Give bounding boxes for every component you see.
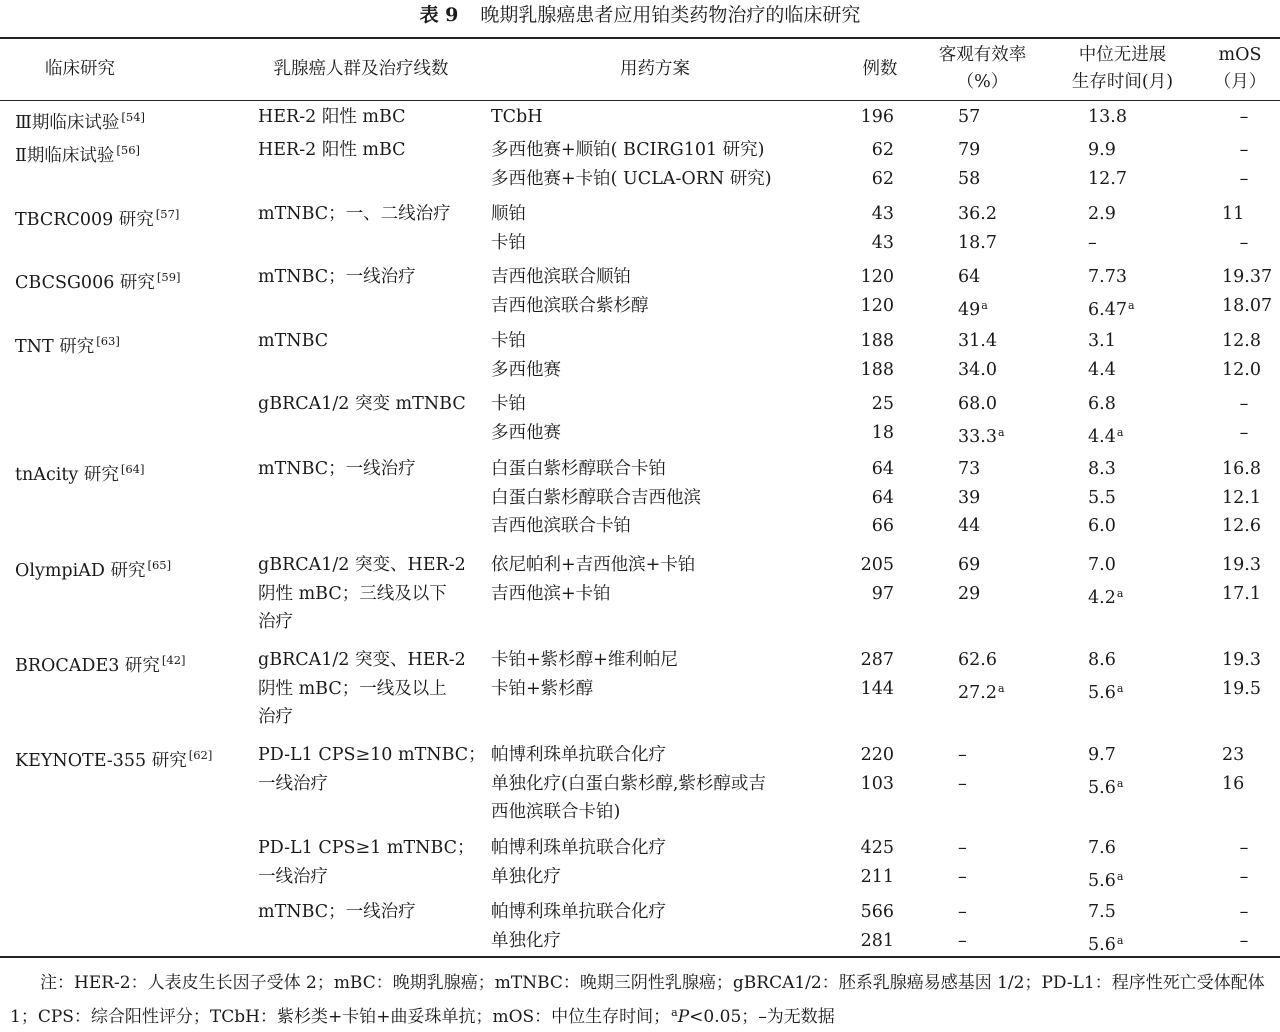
header-population: 乳腺癌人群及治疗线数 (273, 58, 449, 79)
mos-value: 23 16 (1222, 745, 1245, 794)
header-orr: 客观有效率 （%） (938, 45, 1027, 92)
study-name: Ⅱ期临床试验 [56] (15, 143, 141, 166)
regimen: 卡铂 多西他赛 (491, 394, 561, 443)
pfs-value: 7.5 5.6$^a$ (1088, 902, 1124, 955)
population: mTNBC；一、二线治疗 (258, 204, 451, 224)
population: mTNBC；一线治疗 (258, 267, 416, 287)
pfs-value: 7.73 6.47$^a$ (1088, 267, 1135, 320)
regimen: 吉西他滨联合顺铂 吉西他滨联合紫杉醇 (491, 267, 649, 316)
pfs-value: 7.6 5.6$^a$ (1088, 838, 1124, 891)
pfs-value: 9.9 12.7 (1088, 140, 1127, 189)
sample-size: 287 144 (860, 650, 894, 699)
population: HER-2 阳性 mBC (258, 107, 406, 127)
regimen: 白蛋白紫杉醇联合卡铂 白蛋白紫杉醇联合吉西他滨 吉西他滨联合卡铂 (491, 459, 701, 536)
orr-value: 69 29 (958, 555, 981, 604)
orr-value: 73 39 44 (958, 459, 981, 536)
mos-value: 11 – (1222, 204, 1249, 253)
orr-value: – – (958, 745, 967, 794)
sample-size: 188 188 (860, 331, 894, 380)
pfs-value: 8.3 5.5 6.0 (1088, 459, 1116, 536)
orr-value: 57 (958, 107, 981, 127)
pfs-value: 13.8 (1088, 107, 1127, 127)
mos-value: – – (1239, 838, 1249, 887)
header-rule (0, 100, 1280, 101)
table-title: 晚期乳腺癌患者应用铂类药物治疗的临床研究 (480, 4, 861, 26)
regimen: 卡铂 多西他赛 (491, 331, 561, 380)
study-name: OlympiAD 研究 [65] (15, 558, 172, 581)
mos-value: – (1239, 107, 1249, 127)
mos-value: – – (1239, 140, 1249, 189)
orr-value: 64 49$^a$ (958, 267, 988, 320)
study-name: tnAcity 研究 [64] (15, 462, 145, 485)
sample-size: 425 211 (860, 838, 894, 887)
mos-value: 19.3 19.5 (1222, 650, 1261, 699)
pfs-value: 3.1 4.4 (1088, 331, 1116, 380)
regimen: 帕博利珠单抗联合化疗 单独化疗 (491, 838, 666, 887)
population: gBRCA1/2 突变、HER-2 阴性 mBC；三线及以下 治疗 (258, 555, 466, 632)
mos-value: 12.8 12.0 (1222, 331, 1261, 380)
population: mTNBC；一线治疗 (258, 459, 416, 479)
header-n: 例数 (862, 58, 898, 79)
orr-value: 36.2 18.7 (958, 204, 997, 253)
sample-size: 25 18 (871, 394, 894, 443)
table-note: 注：HER-2：人表皮生长因子受体 2；mBC：晚期乳腺癌；mTNBC：晚期三阴性乳腺癌；gBRCA1/2：胚系乳腺癌易感基因 1/2；PD-L1：程序性死亡受体配体 1；CPS：综合阳性评分；TCbH：紫杉类+卡铂+曲妥珠单抗；mOS：中位生存时间；$^a$P<0.05；–为无数据 (10, 973, 1265, 1027)
bottom-rule (0, 956, 1280, 958)
pfs-value: 6.8 4.4$^a$ (1088, 394, 1124, 447)
population: PD-L1 CPS≥10 mTNBC； 一线治疗 (258, 745, 486, 794)
orr-value: – – (958, 838, 967, 887)
orr-value: 79 58 (958, 140, 981, 189)
mos-value: – – (1239, 394, 1249, 443)
sample-size: 62 62 (871, 140, 894, 189)
pfs-value: 2.9 – (1088, 204, 1116, 253)
orr-value: – – (958, 902, 967, 951)
study-name: KEYNOTE-355 研究 [62] (15, 748, 213, 771)
orr-value: 68.0 33.3$^a$ (958, 394, 1005, 447)
population: mTNBC；一线治疗 (258, 902, 416, 922)
pfs-value: 9.7 5.6$^a$ (1088, 745, 1124, 798)
sample-size: 566 281 (860, 902, 894, 951)
study-name: Ⅲ期临床试验 [54] (15, 110, 145, 133)
population: gBRCA1/2 突变、HER-2 阴性 mBC；一线及以上 治疗 (258, 650, 466, 727)
pfs-value: 8.6 5.6$^a$ (1088, 650, 1124, 703)
regimen: 卡铂+紫杉醇+维利帕尼 卡铂+紫杉醇 (491, 650, 678, 699)
regimen: 帕博利珠单抗联合化疗 单独化疗 (491, 902, 666, 951)
sample-size: 64 64 66 (871, 459, 894, 536)
study-name: CBCSG006 研究 [59] (15, 270, 181, 293)
orr-value: 31.4 34.0 (958, 331, 997, 380)
population: PD-L1 CPS≥1 mTNBC； 一线治疗 (258, 838, 475, 887)
sample-size: 120 120 (860, 267, 894, 316)
mos-value: 19.3 17.1 (1222, 555, 1261, 604)
population: HER-2 阳性 mBC (258, 140, 406, 160)
top-rule (0, 37, 1280, 39)
orr-value: 62.6 27.2$^a$ (958, 650, 1005, 703)
study-name: TNT 研究 [63] (15, 334, 120, 357)
study-name: TBCRC009 研究 [57] (15, 207, 180, 230)
regimen: 多西他赛+顺铂( BCIRG101 研究) 多西他赛+卡铂( UCLA-ORN 研究) (491, 140, 772, 189)
mos-value: 19.37 18.07 (1222, 267, 1273, 316)
mos-value: – – (1239, 902, 1249, 951)
study-name: BROCADE3 研究 [42] (15, 653, 186, 676)
sample-size: 220 103 (860, 745, 894, 794)
header-study: 临床研究 (45, 58, 115, 79)
sample-size: 196 (860, 107, 894, 127)
header-regimen: 用药方案 (620, 58, 690, 79)
regimen: 依尼帕利+吉西他滨+卡铂 吉西他滨+卡铂 (491, 555, 696, 604)
table-number: 表 9 (419, 4, 459, 26)
population: mTNBC (258, 331, 329, 351)
header-pfs: 中位无进展 生存时间(月) (1071, 45, 1174, 92)
population: gBRCA1/2 突变 mTNBC (258, 394, 466, 414)
pfs-value: 7.0 4.2$^a$ (1088, 555, 1124, 608)
regimen: 顺铂 卡铂 (491, 204, 526, 253)
table-caption (0, 2, 1280, 28)
mos-value: 16.8 12.1 12.6 (1222, 459, 1261, 536)
regimen: 帕博利珠单抗联合化疗 单独化疗(白蛋白紫杉醇,紫杉醇或吉 西他滨联合卡铂) (491, 745, 766, 822)
sample-size: 43 43 (871, 204, 894, 253)
regimen: TCbH (491, 107, 543, 127)
sample-size: 205 97 (860, 555, 894, 604)
header-os: mOS （月） (1213, 45, 1267, 92)
